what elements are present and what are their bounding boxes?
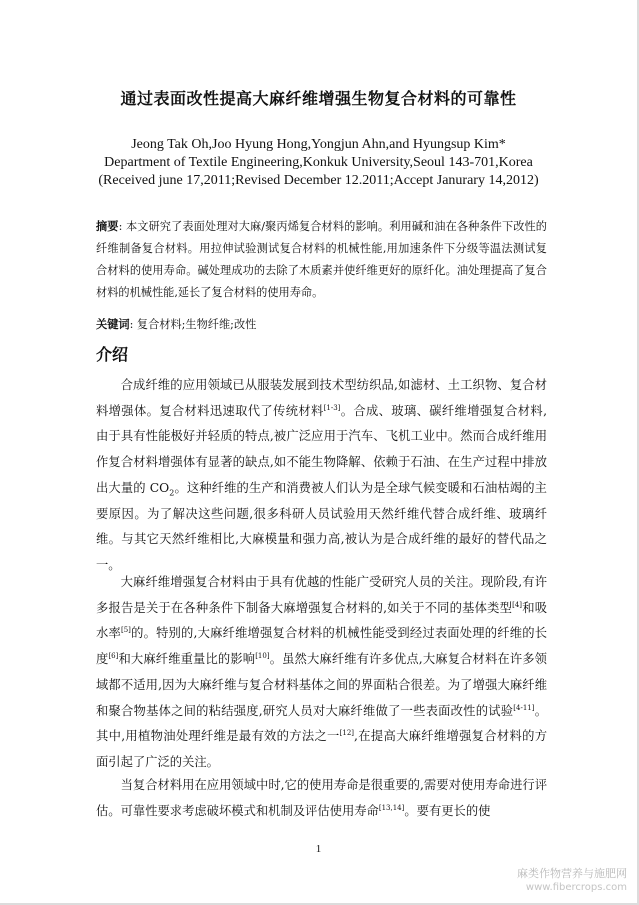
abstract-text: : 本文研究了表面处理对大麻/聚丙烯复合材料的影响。利用碱和油在各种条件下改性的纤维制备复合材料。用拉伸试验测试复合材料的机械性能,用加速条件下分级等温法测试复合材料的使用寿命。碱处理成功的去除了木质素并使纤维更好的原纤化。油处理提高了复合材料的机械性能,延长了复合材料的使用寿命。 <box>96 220 547 299</box>
watermark-url: www.fibercrops.com <box>525 882 627 893</box>
citation: [1-3] <box>323 403 341 412</box>
paragraph-2-text-a: 大麻纤维增强复合材料由于具有优越的性能广受研究人员的关注。现阶段,有许多报告是关于在各种条件下制备大麻增强复合材料的,如关于不同的基体类型 <box>96 575 547 615</box>
citation: [4] <box>512 600 523 609</box>
paragraph-2-text-b: 和吸水率 <box>96 600 547 641</box>
section-heading-introduction: 介绍 <box>96 345 129 364</box>
paragraph-2-text-e: 。虽然大麻纤维有许多优点,大麻复合材料在许多领域都不适用,因为大麻纤维与复合材料基体之间的界面粘合很差。为了增强大麻纤维和聚合物基体之间的粘结强度,研究人员对大麻纤维做了一些表面改性的试验 <box>96 652 547 718</box>
abstract <box>96 216 547 304</box>
paragraph-2-text-f: 。其中,用植物油处理纤维是最有效的方法之一 <box>96 703 547 744</box>
paragraph-2-text-g: ,在提高大麻纤维增强复合材料的方面引起了广泛的关注。 <box>96 729 547 769</box>
abstract-label: 摘要 <box>96 220 119 233</box>
citation: [4-11] <box>513 703 535 712</box>
affiliation: Department of Textile Engineering,Konkuk University,Seoul 143-701,Korea <box>104 155 533 170</box>
paragraph-2 <box>96 570 547 776</box>
author-list: Jeong Tak Oh,Joo Hyung Hong,Yongjun Ahn,and Hyungsup Kim* <box>131 137 506 152</box>
keywords-text: : 复合材料;生物纤维;改性 <box>129 318 257 331</box>
subscript: 2 <box>169 488 175 498</box>
keywords <box>96 316 256 332</box>
paragraph-1 <box>96 373 547 579</box>
page-number: 1 <box>315 843 322 855</box>
paragraph-3-text-a: 当复合材料用在应用领域中时,它的使用寿命是很重要的,需要对使用寿命进行评估。可靠性要求考虑破坏模式和机制及评估使用寿命 <box>96 778 547 818</box>
keywords-label: 关键词 <box>96 318 130 331</box>
watermark-name: 麻类作物营养与施肥网 <box>517 867 627 880</box>
citation: [6] <box>108 652 119 661</box>
paragraph-3 <box>96 773 547 824</box>
paragraph-2-text-c: 的。特别的,大麻纤维增强复合材料的机械性能受到经过表面处理的纤维的长度 <box>96 626 547 667</box>
paragraph-2-text-d: 和大麻纤维重量比的影响 <box>118 652 256 667</box>
citation: [10] <box>255 652 270 661</box>
paragraph-3-text-b: 。要有更长的使 <box>404 803 491 818</box>
citation: [12] <box>339 729 355 738</box>
watermark <box>517 867 627 895</box>
paragraph-1-text-c: 。这种纤维的生产和消费被人们认为是全球气候变暖和石油枯竭的主要原因。为了解决这些问题,很多科研人员试验用天然纤维代替合成纤维、玻璃纤维。与其它天然纤维相比,大麻模量和强力高,被认为是合成纤维的最好的替代品之一。 <box>96 480 547 572</box>
paragraph-1-text-b: 。合成、玻璃、碳纤维增强复合材料,由于具有性能极好并轻质的特点,被广泛应用于汽车、飞机工业中。然而合成纤维用作复合材料增强体有显著的缺点,如不能生物降解、依赖于石油、在生产过程中排放出大量的 CO <box>96 403 547 495</box>
paper-title: 通过表面改性提高大麻纤维增强生物复合材料的可靠性 <box>120 89 517 108</box>
received-dates: (Received june 17,2011;Revised December 12.2011;Accept Janurary 14,2012) <box>98 173 539 188</box>
citation: [13,14] <box>378 803 405 812</box>
paragraph-1-text-a: 合成纤维的应用领域已从服装发展到技术型纺织品,如滤材、土工织物、复合材料增强体。复合材料迅速取代了传统材料 <box>96 378 547 418</box>
citation: [5] <box>120 626 131 635</box>
